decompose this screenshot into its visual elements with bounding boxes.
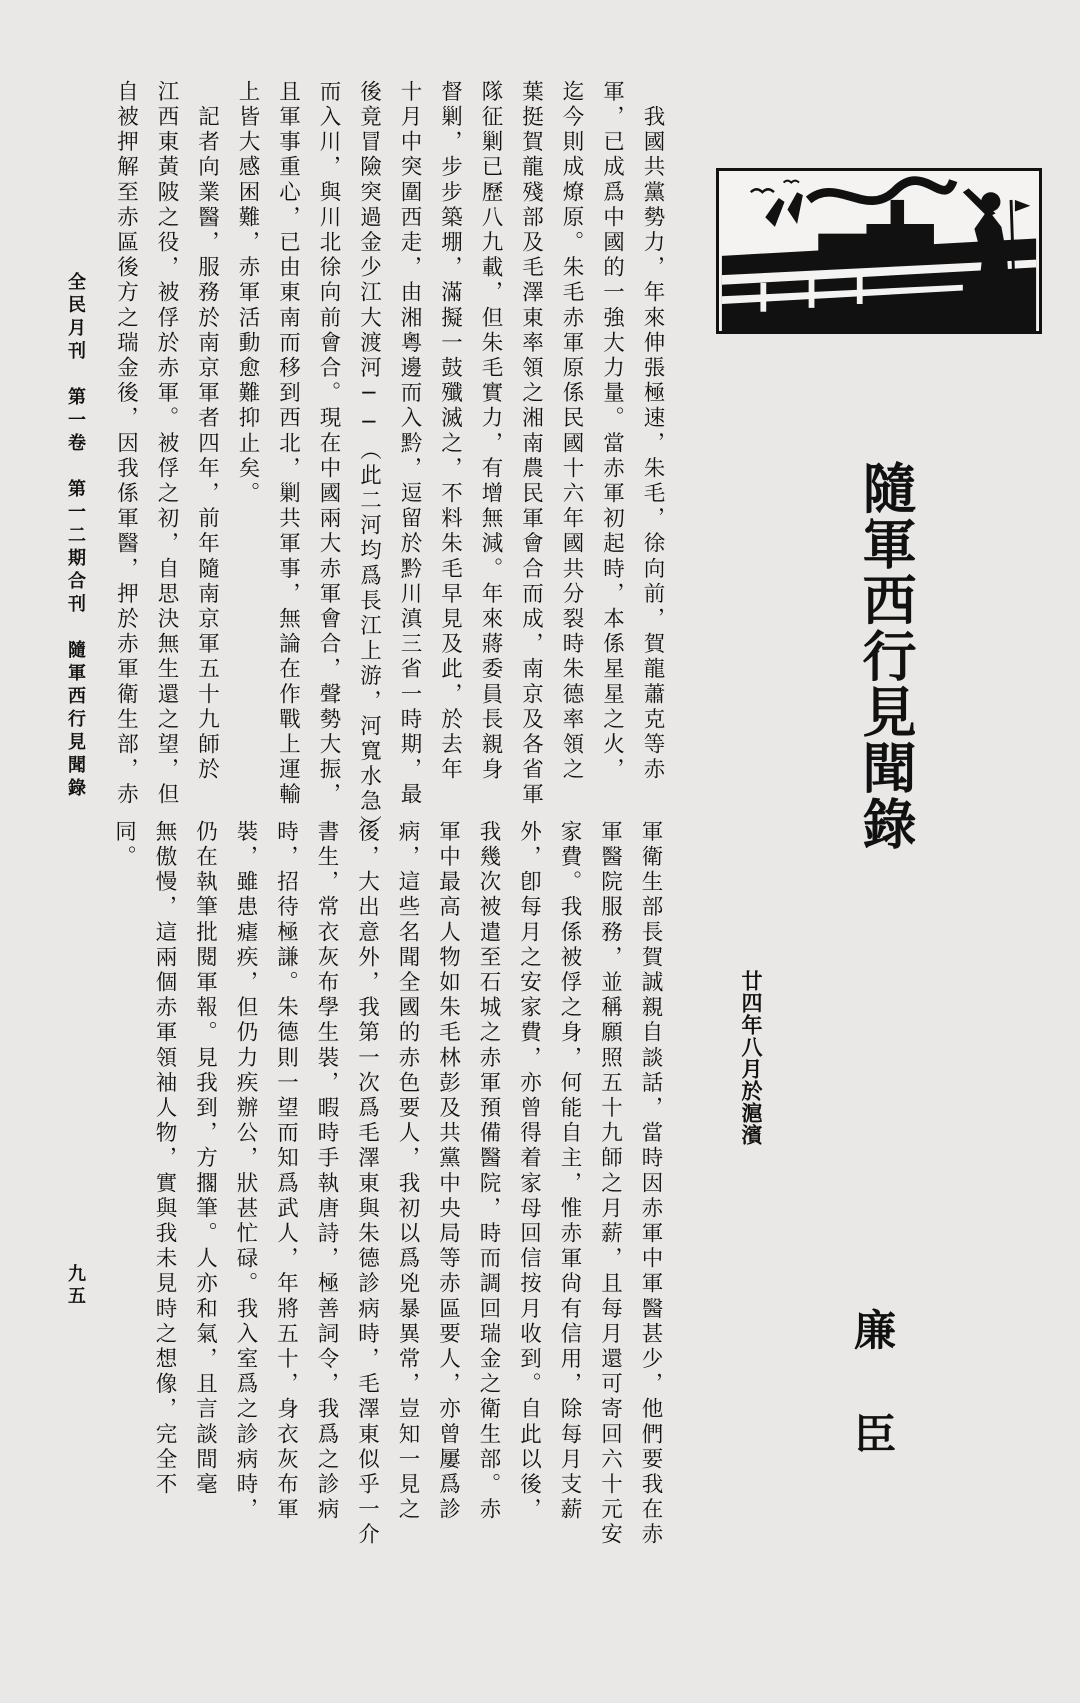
text-column: 軍中最高人物如朱毛林彭及共黨中央局等赤區要人，亦曾屢爲診 <box>435 820 461 1523</box>
text-column: 時，招待極謙。朱德則一望而知爲武人，年將五十，身衣灰布軍 <box>273 820 299 1523</box>
text-column: 軍，已成爲中國的一強大力量。當赤軍初起時，本係星星之火， <box>599 80 625 783</box>
text-column: 後，大出意外，我第一次爲毛澤東與朱德診病時，毛澤東似乎一介 <box>354 820 380 1548</box>
text-column: 自被押解至赤區後方之瑞金後，因我係軍醫，押於赤軍衛生部，赤 <box>113 80 139 808</box>
text-column: 十月中突圍西走，由湘粵邊而入黔，逗留於黔川滇三省一時期，最 <box>397 80 422 808</box>
text-column: 記者向業醫，服務於南京軍者四年，前年隨南京軍五十九師於 <box>194 80 220 783</box>
text-column: 而入川，與川北徐向前會合。現在中國兩大赤軍會合，聲勢大振， <box>316 80 341 808</box>
woodcut-illustration <box>716 168 1042 334</box>
author <box>854 1306 897 1518</box>
woodcut-scene-icon <box>719 171 1039 331</box>
text-column: 隊征剿已歷八九載，但朱毛實力，有增無減。年來蔣委員長親身 <box>478 80 503 783</box>
text-column: 無傲慢，這兩個赤軍領袖人物，實與我未見時之想像，完全不 <box>152 820 177 1498</box>
text-column: 我國共黨勢力，年來伸張極速，朱毛，徐向前，賀龍蕭克等赤 <box>640 80 665 783</box>
text-column: 江西東黃陂之役，被俘於赤軍。被俘之初，自思決無生還之望，但 <box>154 80 179 808</box>
author-char: 臣 <box>854 1410 897 1459</box>
text-column: 同。 <box>111 820 137 871</box>
page-number: 九五 <box>65 1264 86 1308</box>
text-column: 葉挺賀龍殘部及毛澤東率領之湘南農民軍會合而成，南京及各省軍 <box>518 80 544 808</box>
text-column: 後竟冒險突過金少江大渡河──（此二河均爲長江上游，河寬水急） <box>356 80 382 840</box>
text-column: 我幾次被遣至石城之赤軍預備醫院，時而調回瑞金之衛生部。赤 <box>476 820 501 1523</box>
text-column: 外，卽每月之安家費，亦曾得着家母回信按月收到。自此以後， <box>516 820 542 1523</box>
text-column: 且軍事重心，已由東南而移到西北，剿共軍事，無論在作戰上運輸 <box>275 80 301 808</box>
text-column: 病，這些名聞全國的赤色要人，我初以爲兇暴異常，豈知一見之 <box>395 820 420 1523</box>
text-column: 仍在執筆批閱軍報。見我到，方擱筆。人亦和氣，且言談間毫 <box>192 820 218 1498</box>
text-column: 軍醫院服務，並稱願照五十九師之月薪，且每月還可寄回六十元安 <box>597 820 623 1548</box>
text-column: 書生，常衣灰布學生裝，暇時手執唐詩，極善詞令，我爲之診病 <box>314 820 339 1523</box>
text-column: 督剿，步步築堋，滿擬一鼓殲滅之，不料朱毛早見及此，於去年 <box>437 80 463 783</box>
text-column: 上皆大感困難，赤軍活動愈難抑止矣。 <box>235 80 260 507</box>
running-head: 全民月刊 第一卷 第一二期合刊 隨軍西行見聞錄 <box>65 272 86 801</box>
body-text-bottom <box>110 820 670 1600</box>
author-char: 廉 <box>854 1306 897 1355</box>
text-column: 裝，雖患瘧疾，但仍力疾辦公，狀甚忙碌。我入室爲之診病時， <box>233 820 258 1523</box>
text-column: 軍衛生部長賀誠親自談話，當時因赤軍中軍醫甚少，他們要我在赤 <box>638 820 663 1548</box>
body-text-top <box>112 80 672 870</box>
text-column: 家費。我係被俘之身，何能自主，惟赤軍尙有信用，除每月支薪 <box>557 820 582 1523</box>
dateline: 廿四年八月於滬濱 <box>739 970 764 1146</box>
text-column: 迄今則成燎原。朱毛赤軍原係民國十六年國共分裂時朱德率領之 <box>559 80 584 783</box>
article-title: 隨軍西行見聞錄 <box>854 460 918 852</box>
